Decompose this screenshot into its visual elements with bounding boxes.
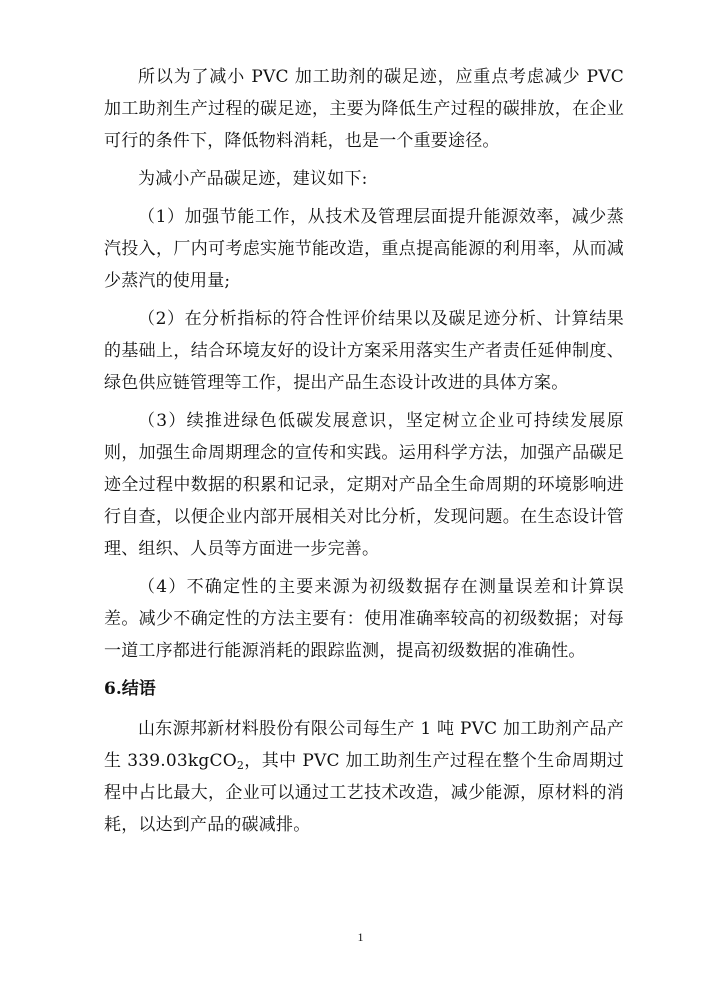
conclusion-text-end: ，其中 PVC 加工助剂生产过程在整个生命周期过程中占比最大，企业可以通过工艺技术改造，减少能源，原材料的消耗，以达到产品的碳减排。 xyxy=(104,751,624,835)
paragraph-intro: 所以为了减小 PVC 加工助剂的碳足迹，应重点考虑减少 PVC 加工助剂生产过程的碳足迹，主要为降低生产过程的碳排放，在企业可行的条件下，降低物料消耗，也是一个重要途径。 xyxy=(104,67,624,151)
paragraph-suggestions-lead: 为减小产品碳足迹，建议如下: xyxy=(138,169,368,189)
paragraph-conclusion xyxy=(104,713,624,841)
conclusion-text-start: 山东源邦新材料股份有限公司每生产 1 吨 PVC 加工助剂产品产生 339.03kgCO xyxy=(104,719,624,771)
document-body xyxy=(104,61,624,847)
conclusion-co2-subscript: 2 xyxy=(236,759,245,772)
paragraph-suggestion-4: （4）不确定性的主要来源为初级数据存在测量误差和计算误差。减少不确定性的方法主要有：使用准确率较高的初级数据；对每一道工序都进行能源消耗的跟踪监测，提高初级数据的准确性。 xyxy=(104,577,624,661)
paragraph-suggestion-2: （2）在分析指标的符合性评价结果以及碳足迹分析、计算结果的基础上，结合环境友好的设计方案采用落实生产者责任延伸制度、绿色供应链管理等工作，提出产品生态设计改进的具体方案。 xyxy=(104,309,624,393)
paragraph-suggestion-3: （3）续推进绿色低碳发展意识，坚定树立企业可持续发展原则，加强生命周期理念的宣传和实践。运用科学方法，加强产品碳足迹全过程中数据的积累和记录，定期对产品全生命周期的环境影响进行自查，以便企业内部开展相关对比分析，发现问题。在生态设计管理、组织、人员等方面进一步完善。 xyxy=(104,411,624,559)
page-number: 1 xyxy=(357,930,364,944)
paragraph-suggestion-1: （1）加强节能工作，从技术及管理层面提升能源效率，减少蒸汽投入，厂内可考虑实施节能改造，重点提高能源的利用率，从而减少蒸汽的使用量; xyxy=(104,207,624,291)
section-heading-conclusion: 6.结语 xyxy=(104,679,156,699)
